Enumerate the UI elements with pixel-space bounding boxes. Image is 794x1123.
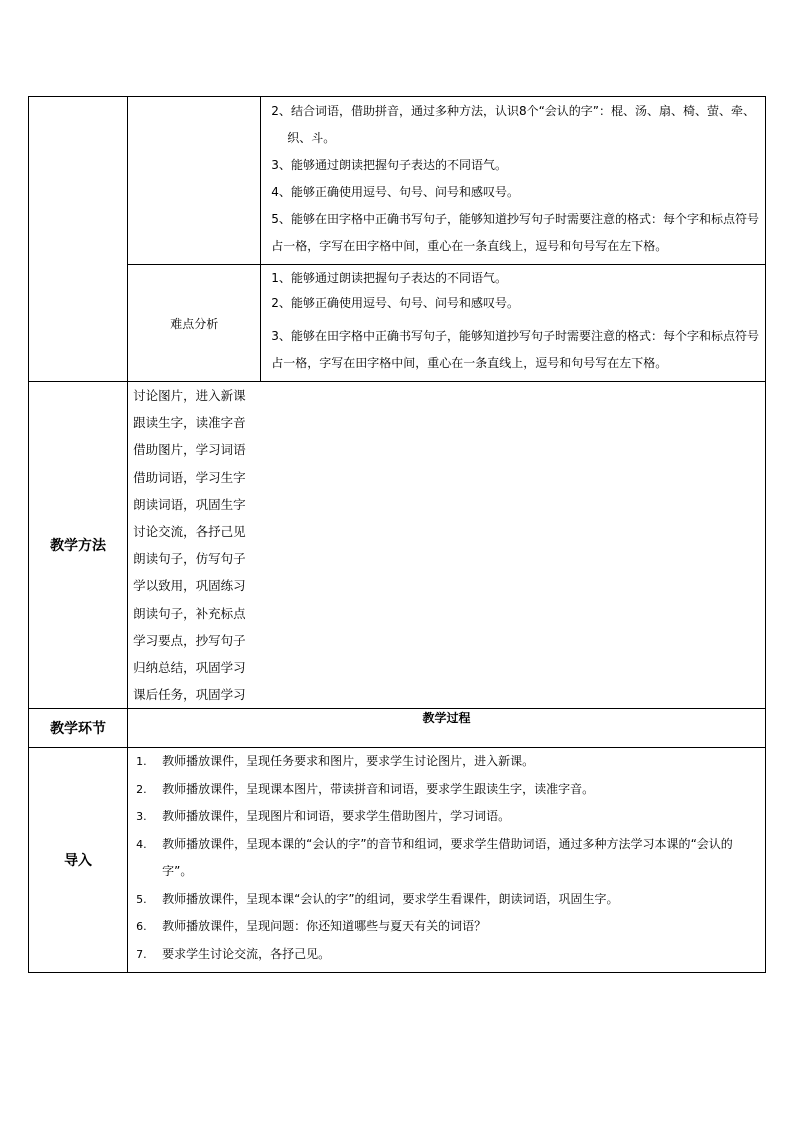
goal-item: 3、能够通过朗读把握句子表达的不同语气。 (271, 158, 507, 172)
intro-step: 3. 教师播放课件，呈现图片和词语，要求学生借助图片，学习词语。 (136, 809, 511, 824)
method-item: 讨论交流，各抒己见 (133, 524, 246, 540)
intro-step: 2. 教师播放课件，呈现课本图片，带读拼音和词语，要求学生跟读生字，读准字音。 (136, 781, 595, 796)
goals-sub-label-cell (128, 97, 261, 265)
difficulty-row (29, 265, 766, 382)
intro-content-cell (128, 748, 766, 973)
intro-label-cell (29, 748, 128, 973)
intro-label: 导入 (64, 853, 93, 870)
intro-step: 4. 教师播放课件，呈现本课的“会认的字”的音节和组词，要求学生借助词语，通过多种方法学习本课的“会认的字”。 (136, 836, 733, 879)
method-item: 朗读词语，巩固生字 (133, 496, 246, 512)
goals-label-cell (29, 97, 128, 382)
methods-label-cell (29, 382, 128, 709)
segment-header-cell (29, 709, 128, 748)
lesson-plan-table (28, 96, 766, 973)
method-item: 学习要点，抄写句子 (133, 632, 246, 648)
intro-step: 7. 要求学生讨论交流，各抒己见。 (136, 946, 331, 961)
intro-step: 5. 教师播放课件，呈现本课“会认的字”的组词，要求学生看课件，朗读词语，巩固生字。 (136, 891, 619, 906)
goals-row (29, 97, 766, 265)
process-header: 教学过程 (422, 711, 471, 726)
difficulty-label-cell (128, 265, 261, 382)
goal-item: 4、能够正确使用逗号、句号、问号和感叹号。 (271, 185, 519, 199)
method-item: 朗读句子，仿写句子 (133, 551, 246, 567)
method-item: 跟读生字，读准字音 (133, 415, 246, 431)
segment-header: 教学环节 (50, 721, 107, 738)
difficulty-content-cell (261, 265, 766, 382)
goals-list (261, 97, 765, 264)
method-item: 课后任务，巩固学习 (133, 687, 246, 703)
method-item: 朗读句子，补充标点 (133, 605, 246, 621)
difficulty-label: 难点分析 (170, 316, 219, 331)
intro-step: 1. 教师播放课件，呈现任务要求和图片，要求学生讨论图片，进入新课。 (136, 754, 535, 769)
goal-item: 5、能够在田字格中正确书写句子，能够知道抄写句子时需要注意的格式：每个字和标点符号占一格，字写在田字格中间，重心在一条直线上，逗号和句号写在左下格。 (271, 212, 759, 253)
intro-step: 6. 教师播放课件，呈现问题：你还知道哪些与夏天有关的词语？ (136, 919, 487, 934)
method-item: 借助词语，学习生字 (133, 469, 246, 485)
method-item: 借助图片，学习词语 (133, 442, 246, 458)
method-item: 讨论图片，进入新课 (133, 388, 246, 403)
difficulty-list (261, 265, 765, 381)
intro-steps (128, 748, 765, 972)
goals-content-cell (261, 97, 766, 265)
difficulty-item: 3、能够在田字格中正确书写句子，能够知道抄写句子时需要注意的格式：每个字和标点符号占一格，字写在田字格中间，重心在一条直线上，逗号和句号写在左下格。 (271, 329, 759, 370)
methods-list (128, 382, 765, 708)
methods-row (29, 382, 766, 709)
process-header-cell (128, 709, 766, 748)
methods-label: 教学方法 (50, 538, 107, 555)
difficulty-item: 1、能够通过朗读把握句子表达的不同语气。 (271, 271, 507, 285)
difficulty-item: 2、能够正确使用逗号、句号、问号和感叹号。 (271, 296, 519, 310)
methods-content-cell (128, 382, 766, 709)
goal-item: 2、结合词语，借助拼音，通过多种方法，认识8个“会认的字”：棍、汤、扇、椅、萤、牵、织、斗。 (271, 104, 756, 145)
intro-row (29, 748, 766, 973)
method-item: 学以致用，巩固练习 (133, 578, 246, 594)
method-item: 归纳总结，巩固学习 (133, 660, 246, 676)
process-header-row (29, 709, 766, 748)
